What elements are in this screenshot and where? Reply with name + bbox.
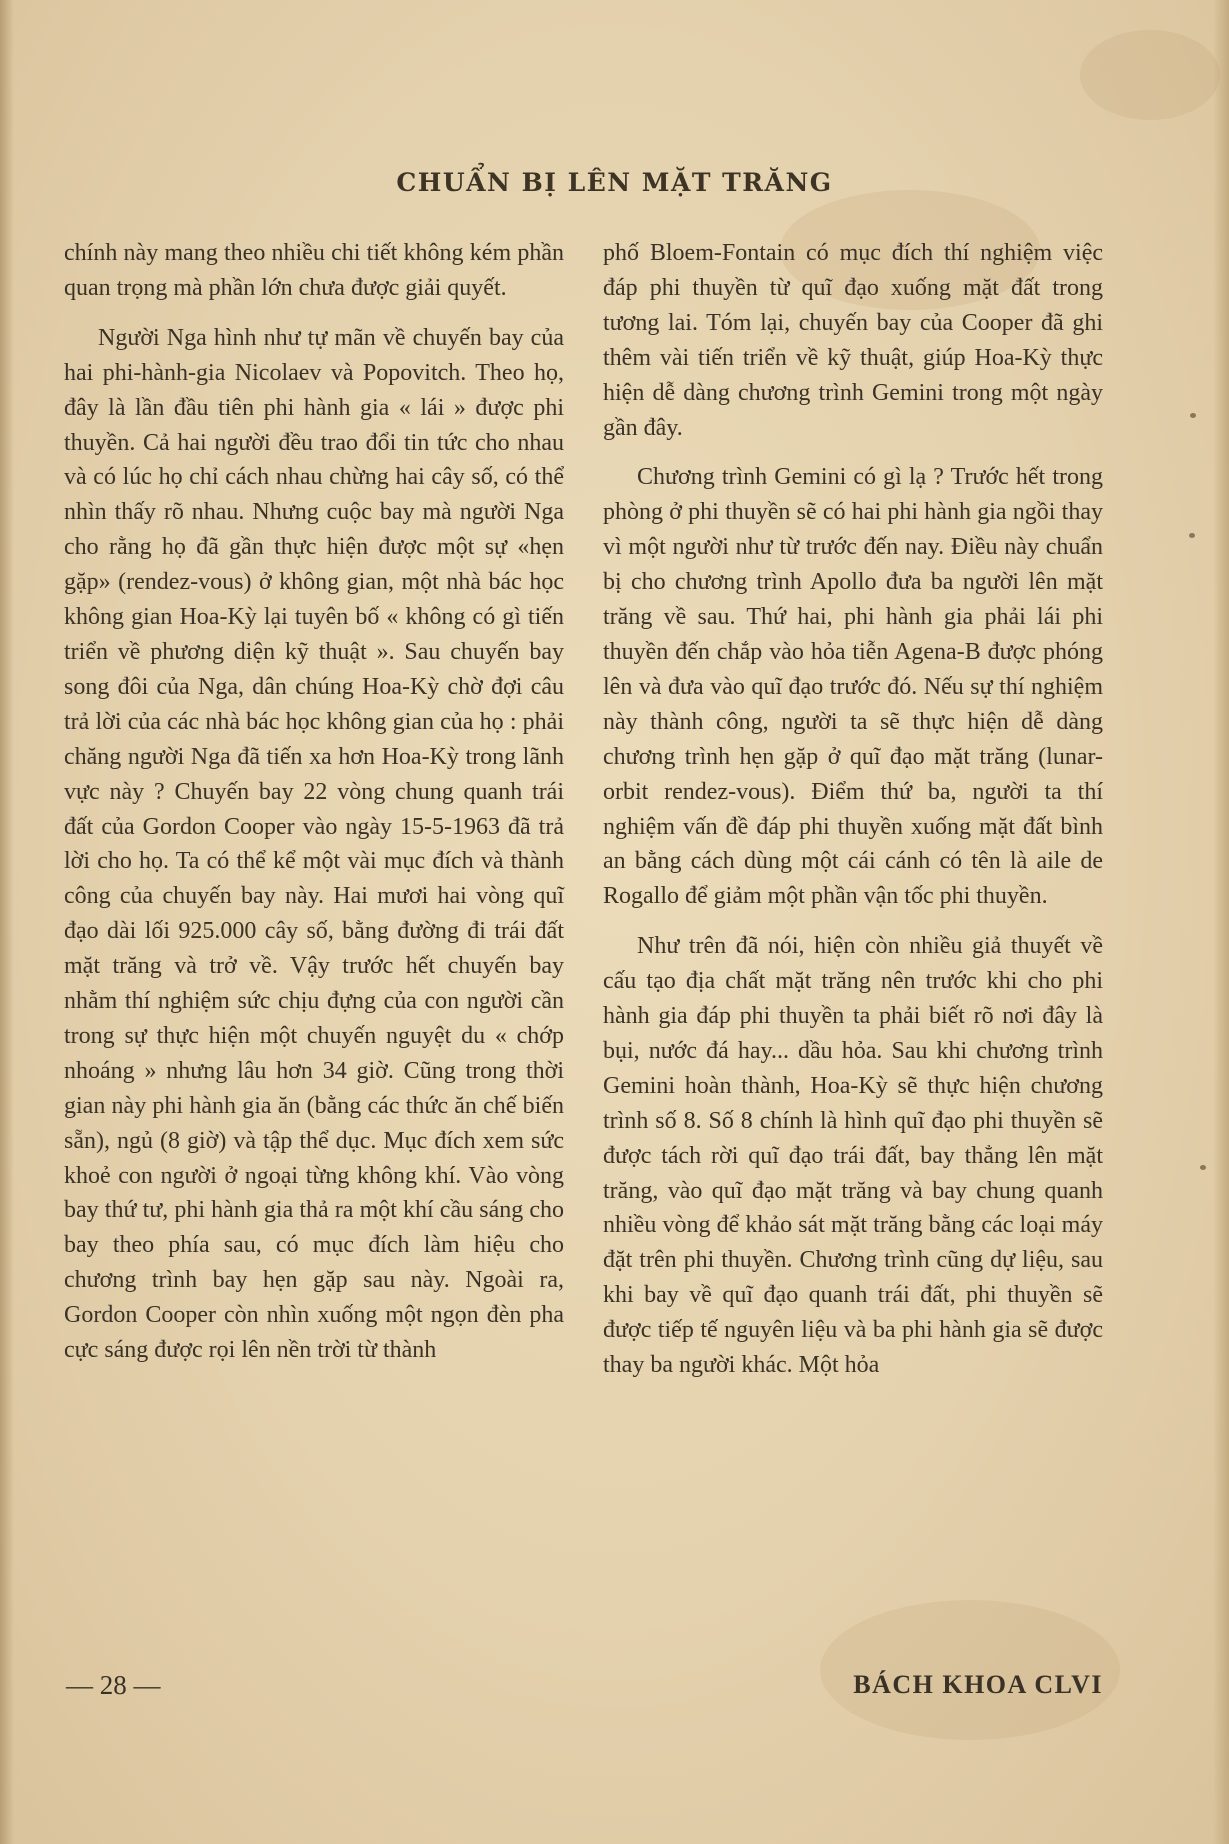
paragraph: Người Nga hình như tự mãn về chuyến bay của hai phi-hành-gia Nicolaev và Popovitch. Theo họ, đây là lần đầu tiên phi hành gia « lái » được phi thuyền. Cả hai người đều trao đổi tin tức cho nhau và có lúc họ chỉ cách nhau chừng hai cây số, có thể nhìn thấy rõ nhau. Nhưng cuộc bay mà người Nga cho rằng họ đã gần thực hiện được một sự «hẹn gặp» (rendez-vous) ở không gian, một nhà bác học không gian Hoa-Kỳ lại tuyên bố « không có gì tiến triển về phương diện kỹ thuật ». Sau chuyến bay song đôi của Nga, dân chúng Hoa-Kỳ chờ đợi câu trả lời của các nhà bác học không gian của họ : phải chăng người Nga đã tiến xa hơn Hoa-Kỳ trong lãnh vực này ? Chuyến bay 22 vòng chung quanh trái đất của Gordon Cooper vào ngày 15-5-1963 đã trả lời cho họ. Ta có thể kể một vài mục đích và thành công của chuyến bay này. Hai mươi hai vòng quĩ đạo dài lối 925.000 cây số, bằng đường đi trái đất mặt trăng và trở về. Vậy trước hết chuyến bay nhằm thí nghiệm sức chịu đựng của con người cần trong sự thực hiện một chuyến nguyệt du « chớp nhoáng » nhưng lâu hơn 34 giờ. Cũng trong thời gian này phi hành gia ăn (bằng các thức ăn chế biến sẵn), ngủ (8 giờ) và tập thể dục. Mục đích xem sức khoẻ con người ở ngoại từng không khí. Vào vòng bay thứ tư, phi hành gia thả ra một khí cầu sáng cho bay theo phía sau, có mục đích làm hiệu cho chương trình bay hẹn gặp sau này. Ngoài ra, Gordon Cooper còn nhìn xuống một ngọn đèn pha cực sáng được rọi lên nền trời từ thành [64,324,564,1364]
paragraph: Chương trình Gemini có gì lạ ? Trước hết trong phòng ở phi thuyền sẽ có hai phi hành gia ngồi thay vì một người như từ trước đến nay. Điều này chuẩn bị cho chương trình Apollo đưa ba người lên mặt trăng về sau. Thứ hai, phi hành gia phải lái phi thuyền đến chắp vào hỏa tiễn Agena-B được phóng lên và đưa vào quĩ đạo trước đó. Nếu sự thí nghiệm này thành công, người ta sẽ thực hiện dễ dàng chương trình hẹn gặp ở quĩ đạo mặt trăng (lunar-orbit rendez-vous). Điểm thứ ba, người ta thí nghiệm vấn đề đáp phi thuyền xuống mặt đất bình an bằng cách dùng một cái cánh có tên là aile de Rogallo để giảm một phần vận tốc phi thuyền. [603,464,1103,910]
page-edge-shadow-left [0,0,14,1844]
left-column [64,236,564,1368]
paragraph: phố Bloem-Fontain có mục đích thí nghiệm việc đáp phi thuyền từ quĩ đạo xuống mặt đất trong tương lai. Tóm lại, chuyến bay của Cooper đã ghi thêm vài tiến triển về kỹ thuật, giúp Hoa-Kỳ thực hiện dễ dàng chương trình Gemini trong một ngày gần đây. [603,240,1103,441]
print-speck [1200,1165,1206,1170]
print-speck [1190,413,1196,418]
journal-name: BÁCH KHOA CLVI [853,1670,1103,1699]
page-edge-shadow-right [1213,0,1229,1844]
print-speck [1189,533,1195,538]
running-title: CHUẨN BỊ LÊN MẶT TRĂNG [396,168,833,197]
page-number: — 28 — [66,1670,161,1700]
paragraph: Như trên đã nói, hiện còn nhiều giả thuyết về cấu tạo địa chất mặt trăng nên trước khi cho phi hành gia đáp phi thuyền ta phải biết rõ nơi đây là bụi, nước đá hay... dầu hỏa. Sau khi chương trình Gemini hoàn thành, Hoa-Kỳ sẽ thực hiện chương trình số 8. Số 8 chính là hình quĩ đạo phi thuyền sẽ được tách rời quĩ đạo trái đất, bay thẳng lên mặt trăng, vào quĩ đạo mặt trăng và bay chung quanh nhiều vòng để khảo sát mặt trăng bằng các loại máy đặt trên phi thuyền. Chương trình cũng dự liệu, sau khi bay về quĩ đạo quanh trái đất, phi thuyền sẽ được tiếp tế nguyên liệu và ba phi hành gia sẽ được thay ba người khác. Một hỏa [603,933,1103,1379]
paragraph: chính này mang theo nhiều chi tiết không kém phần quan trọng mà phần lớn chưa được giải quyết. [64,240,564,301]
right-column [603,236,1103,1383]
paper-stain [1080,30,1220,120]
